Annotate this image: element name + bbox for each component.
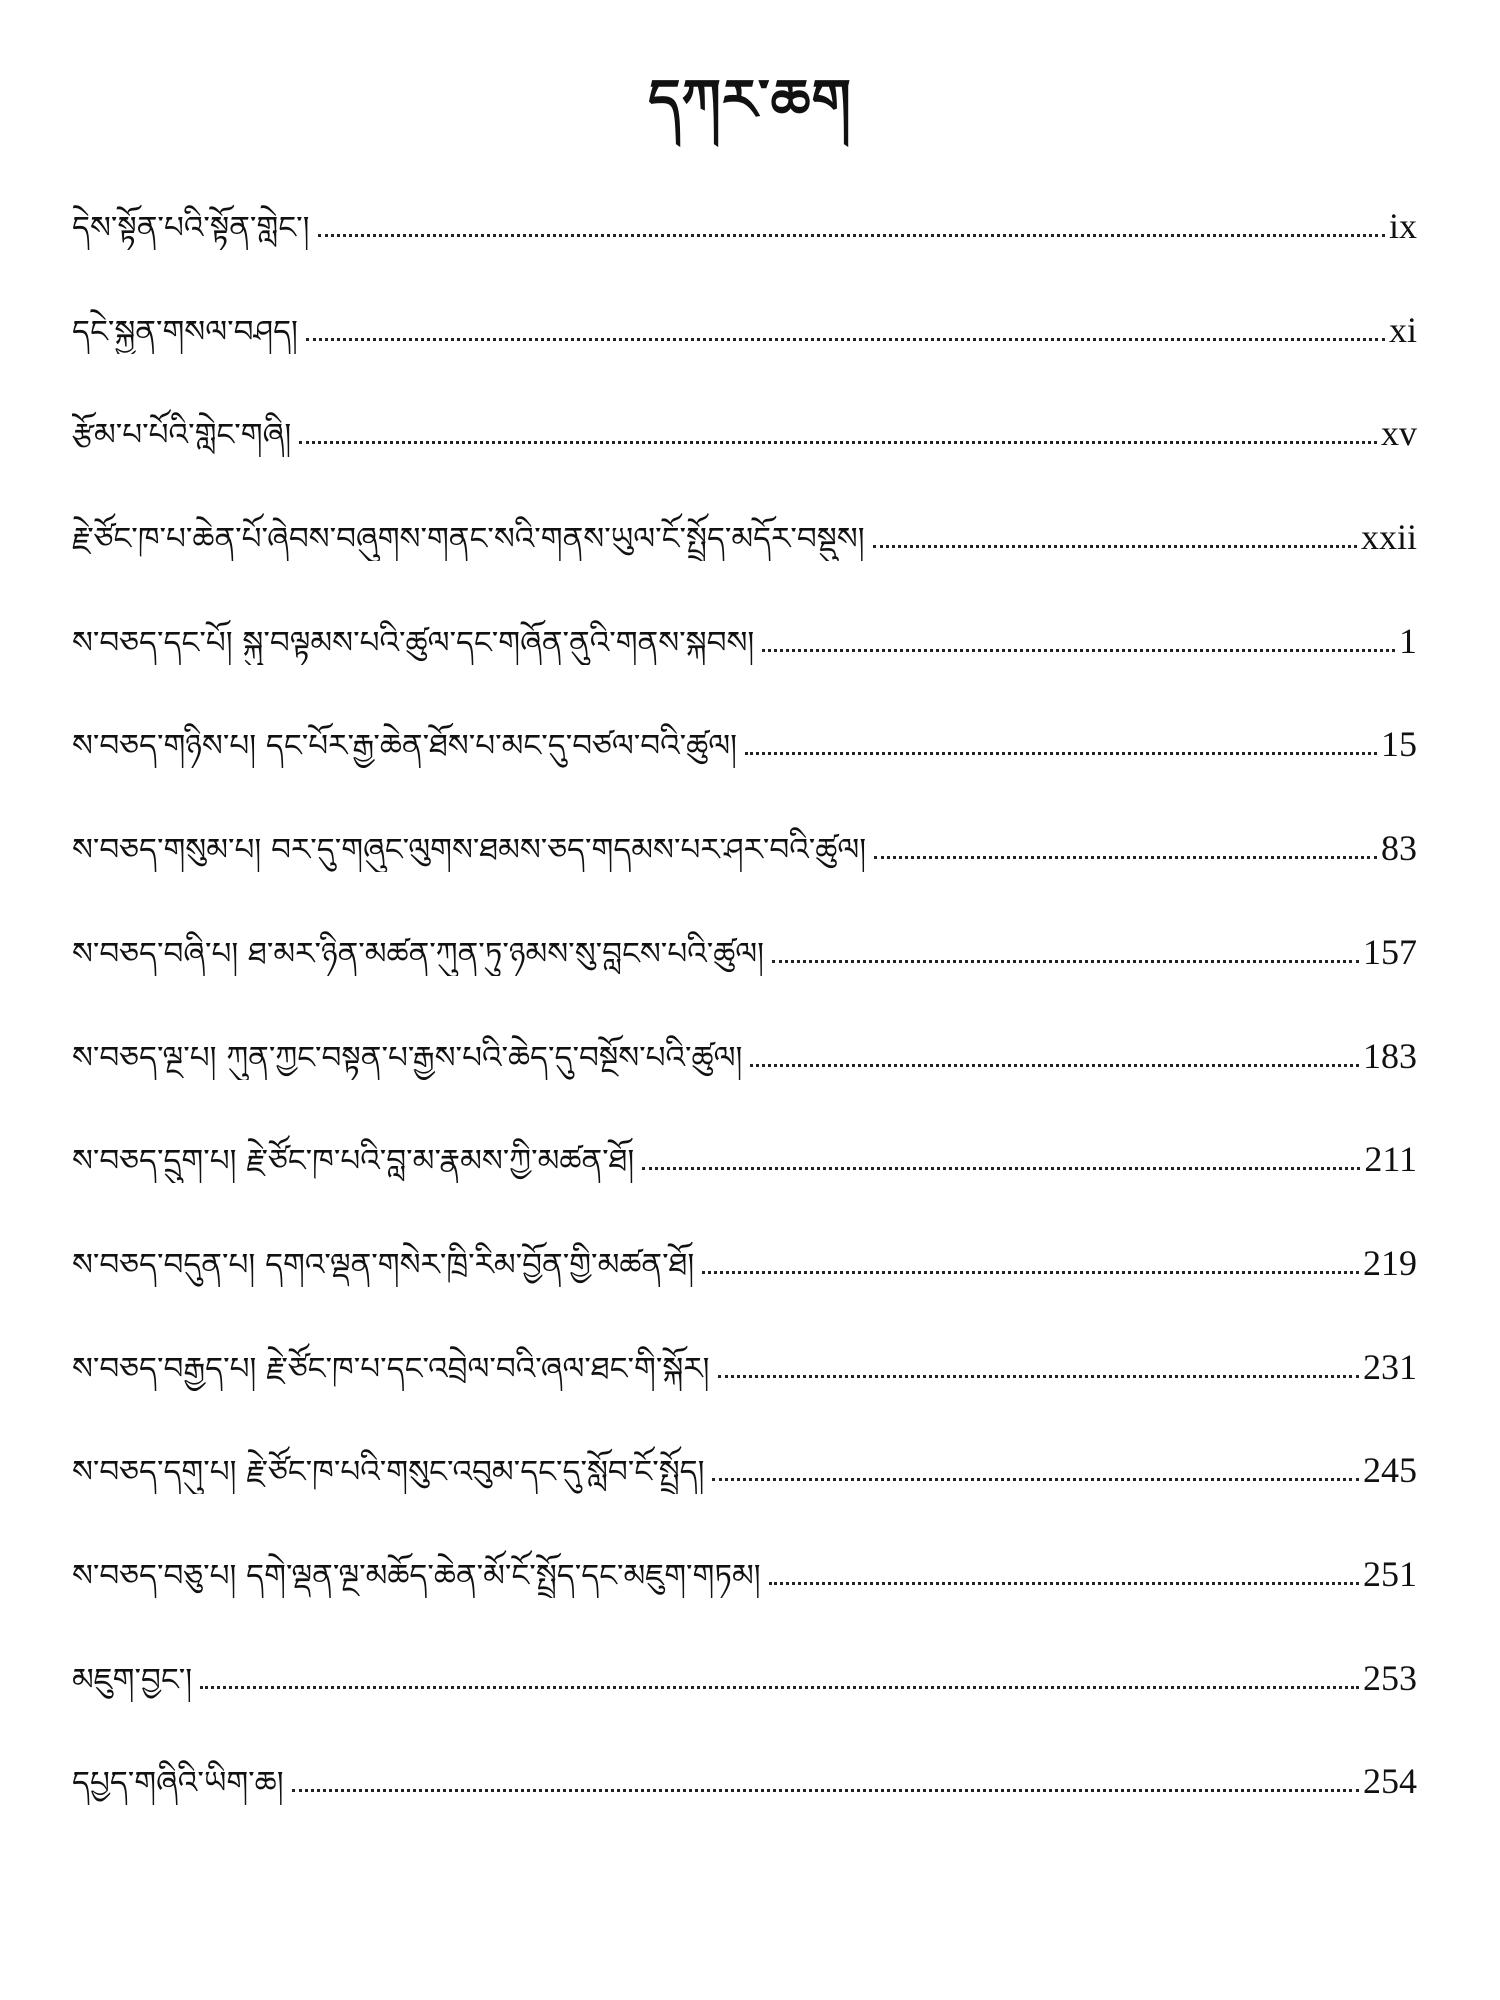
toc-entry-page-number: 1 xyxy=(1399,620,1417,661)
toc-entry-page-number: 253 xyxy=(1363,1657,1417,1698)
toc-entry xyxy=(72,1755,1417,1859)
toc-entry-title: ས་བཅད་ལྔ་པ། ཀུན་ཀྱང་བསྟན་པ་རྒྱས་པའི་ཆེད་དུ་བསྔོས་པའི་ཚུལ། xyxy=(72,1039,743,1076)
toc-entry xyxy=(72,1444,1417,1548)
dot-leader xyxy=(712,1444,1359,1481)
dot-leader xyxy=(292,1755,1359,1792)
dot-leader xyxy=(745,718,1377,755)
page-title: དཀར་ཆག xyxy=(648,67,852,133)
toc-entry xyxy=(72,407,1417,511)
dot-leader xyxy=(200,1652,1359,1689)
dot-leader xyxy=(873,511,1357,548)
toc-entry-page-number: 15 xyxy=(1381,724,1417,765)
toc-entry-page-number: xv xyxy=(1381,413,1417,454)
toc-entry-page-number: 254 xyxy=(1363,1761,1417,1802)
toc-entry xyxy=(72,615,1417,719)
dot-leader xyxy=(299,407,1377,444)
dot-leader xyxy=(702,1237,1359,1274)
toc-entry-page-number: ix xyxy=(1388,206,1417,246)
dot-leader xyxy=(750,1030,1359,1067)
toc-entry-page-number: 231 xyxy=(1363,1346,1417,1387)
toc-entry xyxy=(72,1133,1417,1237)
toc-entry xyxy=(72,822,1417,926)
toc-entry-title: ས་བཅད་གཉིས་པ། དང་པོར་རྒྱ་ཆེན་ཐོས་པ་མང་དུ་བཙལ་བའི་ཚུལ། xyxy=(72,728,737,765)
toc-entry xyxy=(72,511,1417,615)
toc-entry-title: རྩོམ་པ་པོའི་གླེང་གཞི། xyxy=(72,417,292,454)
toc-entry-title: ས་བཅད་གསུམ་པ། བར་དུ་གཞུང་ལུགས་ཐམས་ཅད་གདམས་པར་ཤར་བའི་ཚུལ། xyxy=(72,832,867,869)
dot-leader xyxy=(772,926,1359,963)
toc-entry-page-number: 157 xyxy=(1363,931,1417,972)
dot-leader xyxy=(318,200,1385,237)
toc-entry-title: མཇུག་བྱང་། xyxy=(72,1661,193,1698)
dot-leader xyxy=(306,304,1385,341)
dot-leader xyxy=(769,1548,1359,1585)
toc-entry-title: རྗེ་ཙོང་ཁ་པ་ཆེན་པོ་ཞེབས་བཞུགས་གནང་སའི་གནས་ཡུལ་ངོ་སྤྲོད་མདོར་བསྡུས། xyxy=(72,521,865,558)
toc-entry xyxy=(72,1548,1417,1652)
table-of-contents xyxy=(72,200,1417,1859)
toc-entry-title: ས་བཅད་བཞི་པ། ཐ་མར་ཉིན་མཚན་ཀུན་ཏུ་ཉམས་སུ་བླངས་པའི་ཚུལ། xyxy=(72,935,765,972)
toc-entry-title: ས་བཅད་དྲུག་པ། རྗེ་ཙོང་ཁ་པའི་བླ་མ་རྣམས་ཀྱི་མཚན་ཐོ། xyxy=(72,1143,635,1180)
toc-entry-title: དེས་སྟོན་པའི་སྟོན་གླེང་། xyxy=(72,210,310,246)
toc-entry-page-number: 251 xyxy=(1363,1553,1417,1594)
toc-entry xyxy=(72,1237,1417,1341)
toc-entry-page-number: xxii xyxy=(1360,517,1417,558)
toc-entry-page-number: xi xyxy=(1388,309,1417,350)
toc-entry-title: ས་བཅད་དགུ་པ། རྗེ་ཙོང་ཁ་པའི་གསུང་འབུམ་དང་དུ་སློབ་ངོ་སྤྲོད། xyxy=(72,1454,705,1491)
toc-entry xyxy=(72,926,1417,1030)
toc-entry-page-number: 83 xyxy=(1381,828,1417,869)
toc-entry-page-number: 219 xyxy=(1363,1242,1417,1283)
toc-entry xyxy=(72,200,1417,304)
toc-entry-title: ས་བཅད་བདུན་པ། དགའ་ལྡན་གསེར་ཁྲི་རིམ་བྱོན་གྱི་མཚན་ཐོ། xyxy=(72,1246,695,1283)
toc-entry-title: ས་བཅད་བརྒྱད་པ། རྗེ་ཙོང་ཁ་པ་དང་འབྲེལ་བའི་ཞལ་ཐང་གི་སྐོར། xyxy=(72,1350,710,1387)
toc-entry xyxy=(72,1341,1417,1445)
toc-entry xyxy=(72,718,1417,822)
dot-leader xyxy=(718,1341,1359,1378)
toc-entry xyxy=(72,1030,1417,1134)
toc-entry-page-number: 245 xyxy=(1363,1450,1417,1491)
dot-leader xyxy=(874,822,1377,859)
toc-entry-title: དངེ་སྐྱན་གསལ་བཤད། xyxy=(72,313,298,350)
toc-entry xyxy=(72,304,1417,408)
toc-entry-page-number: 183 xyxy=(1363,1035,1417,1076)
toc-entry xyxy=(72,1652,1417,1756)
dot-leader xyxy=(762,615,1395,652)
toc-entry-page-number: 211 xyxy=(1364,1139,1417,1180)
toc-entry-title: དཔྱད་གཞིའི་ཡིག་ཆ། xyxy=(72,1765,284,1802)
toc-entry-title: ས་བཅད་བཅུ་པ། དགེ་ལྡན་ལྔ་མཆོད་ཆེན་མོ་ངོ་སྤྲོད་དང་མཇུག་གཏམ། xyxy=(72,1557,761,1594)
dot-leader xyxy=(642,1133,1360,1170)
toc-entry-title: ས་བཅད་དང་པོ། སྐུ་བལྟམས་པའི་ཚུལ་དང་གཞོན་ནུའི་གནས་སྐབས། xyxy=(72,624,755,661)
